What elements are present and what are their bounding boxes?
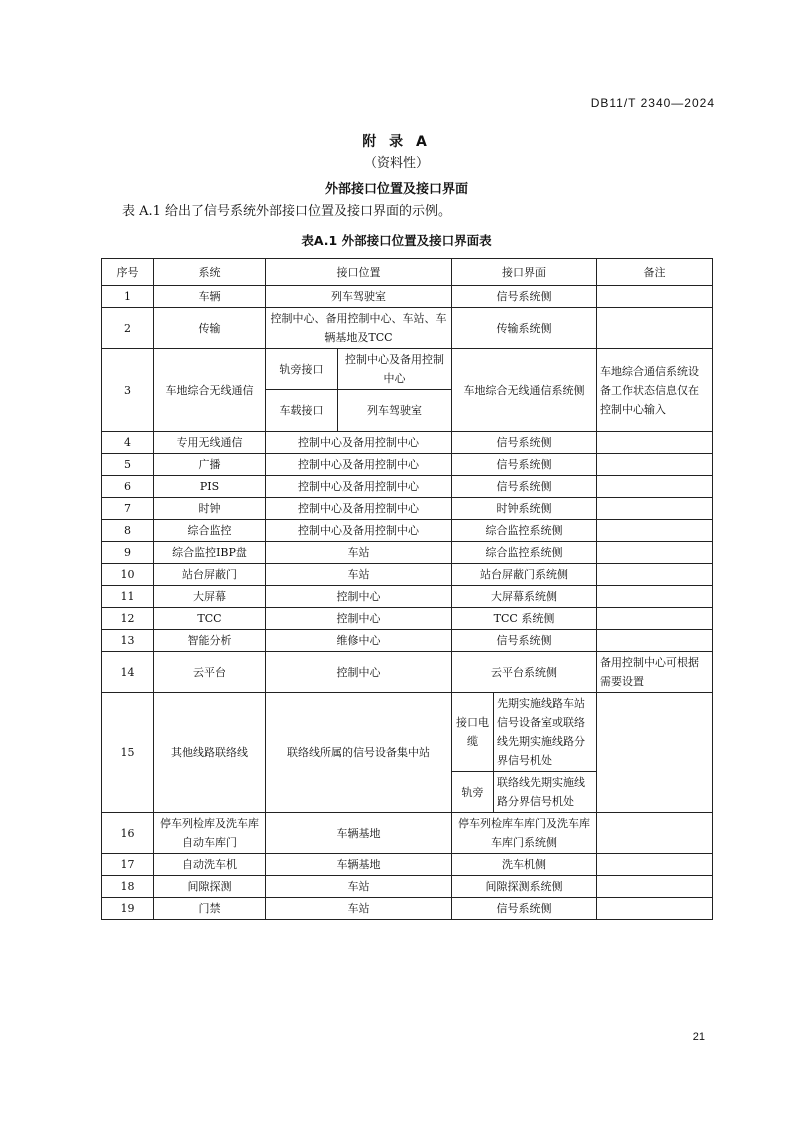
page-number: 21 — [692, 1031, 705, 1043]
cell-no: 13 — [102, 630, 154, 652]
table-row — [102, 564, 713, 586]
cell-note: 车地综合通信系统设备工作状态信息仅在控制中心输入 — [597, 349, 713, 432]
table-row — [102, 586, 713, 608]
table-caption: 表A.1 外部接口位置及接口界面表 — [301, 233, 492, 248]
table-row — [102, 898, 713, 920]
cell-sub-type: 轨旁接口 — [266, 349, 338, 390]
cell-interface: 云平台系统侧 — [452, 652, 597, 693]
cell-system: 综合监控IBP盘 — [154, 542, 266, 564]
cell-note — [597, 454, 713, 476]
cell-note: 备用控制中心可根据需要设置 — [597, 652, 713, 693]
cell-no: 8 — [102, 520, 154, 542]
cell-note — [597, 586, 713, 608]
cell-interface: 信号系统侧 — [452, 454, 597, 476]
cell-interface: 综合监控系统侧 — [452, 520, 597, 542]
table-row — [102, 652, 713, 693]
cell-note — [597, 693, 713, 813]
cell-location: 控制中心及备用控制中心 — [266, 432, 452, 454]
cell-location: 维修中心 — [266, 630, 452, 652]
cell-location: 控制中心及备用控制中心 — [266, 498, 452, 520]
cell-interface: 时钟系统侧 — [452, 498, 597, 520]
cell-interface: 信号系统侧 — [452, 432, 597, 454]
cell-system: 站台屏蔽门 — [154, 564, 266, 586]
cell-system: 其他线路联络线 — [154, 693, 266, 813]
header-no: 序号 — [102, 259, 154, 286]
cell-sub-type: 车载接口 — [266, 390, 338, 432]
cell-system: 时钟 — [154, 498, 266, 520]
header-interface: 接口界面 — [452, 259, 597, 286]
interface-table — [101, 258, 713, 920]
appendix-title: 附 录 A — [362, 134, 431, 150]
cell-interface: 间隙探测系统侧 — [452, 876, 597, 898]
cell-no: 10 — [102, 564, 154, 586]
cell-sub-location: 列车驾驶室 — [338, 390, 452, 432]
table-row — [102, 432, 713, 454]
cell-no: 18 — [102, 876, 154, 898]
cell-sub-type: 接口电缆 — [452, 693, 494, 772]
table-header-row — [102, 259, 713, 286]
cell-note — [597, 542, 713, 564]
table-row — [102, 520, 713, 542]
cell-location: 车站 — [266, 564, 452, 586]
cell-sub-location: 控制中心及备用控制中心 — [338, 349, 452, 390]
cell-system: 车地综合无线通信 — [154, 349, 266, 432]
cell-no: 2 — [102, 308, 154, 349]
table-row — [102, 693, 713, 772]
cell-note — [597, 898, 713, 920]
cell-location: 联络线所属的信号设备集中站 — [266, 693, 452, 813]
table-row — [102, 308, 713, 349]
cell-system: 综合监控 — [154, 520, 266, 542]
cell-note — [597, 432, 713, 454]
cell-sub-detail: 联络线先期实施线路分界信号机处 — [494, 772, 597, 813]
cell-note — [597, 520, 713, 542]
appendix-subtitle: 外部接口位置及接口界面 — [324, 182, 468, 197]
cell-note — [597, 308, 713, 349]
table-row — [102, 349, 713, 390]
table-row — [102, 876, 713, 898]
table-row — [102, 476, 713, 498]
cell-location: 控制中心及备用控制中心 — [266, 454, 452, 476]
table-row — [102, 498, 713, 520]
cell-interface: 综合监控系统侧 — [452, 542, 597, 564]
cell-location: 列车驾驶室 — [266, 286, 452, 308]
cell-system: 车辆 — [154, 286, 266, 308]
cell-location: 车辆基地 — [266, 813, 452, 854]
appendix-type: （资料性） — [363, 156, 429, 171]
cell-system: 专用无线通信 — [154, 432, 266, 454]
cell-no: 14 — [102, 652, 154, 693]
table-row — [102, 630, 713, 652]
cell-no: 12 — [102, 608, 154, 630]
cell-interface: 传输系统侧 — [452, 308, 597, 349]
cell-interface: 洗车机侧 — [452, 854, 597, 876]
cell-interface: 信号系统侧 — [452, 286, 597, 308]
cell-sub-type: 轨旁 — [452, 772, 494, 813]
cell-no: 16 — [102, 813, 154, 854]
cell-note — [597, 498, 713, 520]
cell-interface: 信号系统侧 — [452, 898, 597, 920]
cell-no: 7 — [102, 498, 154, 520]
cell-no: 1 — [102, 286, 154, 308]
table-row — [102, 813, 713, 854]
cell-location: 控制中心及备用控制中心 — [266, 476, 452, 498]
intro-paragraph: 表 A.1 给出了信号系统外部接口位置及接口界面的示例。 — [122, 204, 452, 219]
cell-note — [597, 630, 713, 652]
cell-location: 车站 — [266, 898, 452, 920]
cell-sub-detail: 先期实施线路车站信号设备室或联络线先期实施线路分界信号机处 — [494, 693, 597, 772]
header-note: 备注 — [597, 259, 713, 286]
standard-number: DB11/T 2340—2024 — [590, 96, 715, 110]
cell-no: 4 — [102, 432, 154, 454]
cell-no: 3 — [102, 349, 154, 432]
cell-note — [597, 608, 713, 630]
cell-interface: 大屏幕系统侧 — [452, 586, 597, 608]
cell-interface: TCC 系统侧 — [452, 608, 597, 630]
cell-location: 控制中心 — [266, 608, 452, 630]
cell-no: 17 — [102, 854, 154, 876]
cell-interface: 停车列检库车库门及洗车库车库门系统侧 — [452, 813, 597, 854]
cell-system: 自动洗车机 — [154, 854, 266, 876]
cell-system: 广播 — [154, 454, 266, 476]
cell-no: 9 — [102, 542, 154, 564]
header-location: 接口位置 — [266, 259, 452, 286]
cell-note — [597, 854, 713, 876]
cell-note — [597, 476, 713, 498]
cell-system: 云平台 — [154, 652, 266, 693]
cell-system: 停车列检库及洗车库自动车库门 — [154, 813, 266, 854]
cell-interface: 车地综合无线通信系统侧 — [452, 349, 597, 432]
cell-system: TCC — [154, 608, 266, 630]
cell-no: 11 — [102, 586, 154, 608]
table-row — [102, 608, 713, 630]
table-row — [102, 454, 713, 476]
cell-system: 大屏幕 — [154, 586, 266, 608]
cell-system: 智能分析 — [154, 630, 266, 652]
cell-location: 车辆基地 — [266, 854, 452, 876]
cell-no: 6 — [102, 476, 154, 498]
cell-location: 控制中心 — [266, 652, 452, 693]
cell-no: 15 — [102, 693, 154, 813]
cell-system: 门禁 — [154, 898, 266, 920]
cell-interface: 信号系统侧 — [452, 476, 597, 498]
cell-note — [597, 564, 713, 586]
cell-location: 控制中心、备用控制中心、车站、车辆基地及TCC — [266, 308, 452, 349]
header-system: 系统 — [154, 259, 266, 286]
cell-interface: 站台屏蔽门系统侧 — [452, 564, 597, 586]
cell-no: 5 — [102, 454, 154, 476]
table-row — [102, 286, 713, 308]
cell-note — [597, 286, 713, 308]
cell-system: 间隙探测 — [154, 876, 266, 898]
cell-location: 控制中心及备用控制中心 — [266, 520, 452, 542]
cell-note — [597, 876, 713, 898]
cell-location: 车站 — [266, 876, 452, 898]
cell-system: 传输 — [154, 308, 266, 349]
cell-system: PIS — [154, 476, 266, 498]
cell-no: 19 — [102, 898, 154, 920]
cell-note — [597, 813, 713, 854]
cell-location: 控制中心 — [266, 586, 452, 608]
cell-location: 车站 — [266, 542, 452, 564]
table-row — [102, 854, 713, 876]
cell-interface: 信号系统侧 — [452, 630, 597, 652]
table-row — [102, 542, 713, 564]
